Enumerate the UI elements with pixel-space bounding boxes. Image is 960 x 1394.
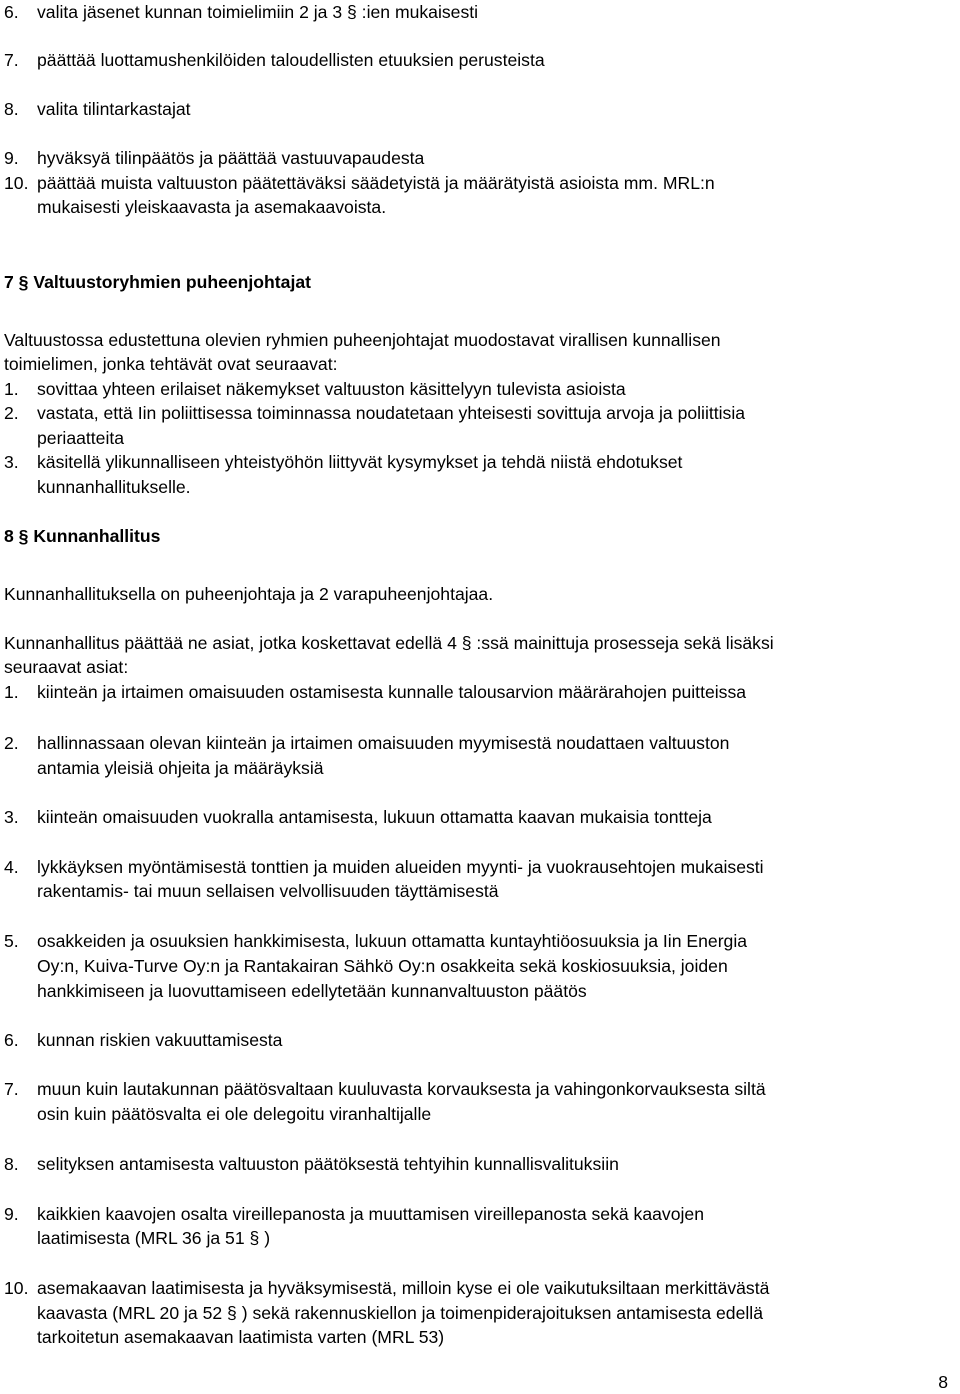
list-item-number: 7. — [4, 50, 19, 70]
list-item-text: selityksen antamisesta valtuuston päätöksestä tehtyihin kunnallisvalituksiin — [37, 1154, 619, 1174]
list-item-text: periaatteita — [37, 428, 125, 448]
list-item-text: hyväksyä tilinpäätös ja päättää vastuuvapaudesta — [37, 148, 425, 168]
list-item-number: 3. — [4, 452, 19, 472]
list-item-text: laatimisesta (MRL 36 ja 51 § ) — [37, 1228, 271, 1248]
list-item-text: hankkimiseen ja luovuttamiseen edellytetään kunnanvaltuuston päätös — [37, 981, 587, 1001]
list-item-text: mukaisesti yleiskaavasta ja asemakaavoista. — [37, 197, 387, 217]
paragraph-line: Valtuustossa edustettuna olevien ryhmien puheenjohtajat muodostavat virallisen kunnallisen — [4, 330, 721, 350]
list-item-text: antamia yleisiä ohjeita ja määräyksiä — [37, 758, 324, 778]
list-item-text: lykkäyksen myöntämisestä tonttien ja muiden alueiden myynti- ja vuokrausehtojen mukaisesti — [37, 857, 764, 877]
list-item-number: 6. — [4, 2, 19, 22]
list-item-text: rakentamis- tai muun sellaisen velvollisuuden täyttämisestä — [37, 881, 499, 901]
list-item-number: 1. — [4, 682, 19, 702]
list-item-number: 8. — [4, 1154, 19, 1174]
paragraph-line: Kunnanhallituksella on puheenjohtaja ja 2 varapuheenjohtajaa. — [4, 584, 494, 604]
list-item-number: 4. — [4, 857, 19, 877]
list-item-text: kiinteän ja irtaimen omaisuuden ostamisesta kunnalle talousarvion määrärahojen puitteissa — [37, 682, 747, 702]
list-item-text: valita tilintarkastajat — [37, 99, 191, 119]
paragraph-line: Kunnanhallitus päättää ne asiat, jotka koskettavat edellä 4 § :ssä mainittuja prosesseja sekä lisäksi — [4, 633, 774, 653]
list-item-text: kaavasta (MRL 20 ja 52 § ) sekä rakennuskiellon ja toimenpiderajoituksen antamisesta edellä — [37, 1303, 763, 1323]
list-item-number: 10. — [4, 173, 29, 193]
page-number: 8 — [938, 1372, 948, 1392]
list-item-text: tarkoitetun asemakaavan laatimista varten (MRL 53) — [37, 1327, 445, 1347]
list-item-number: 3. — [4, 807, 19, 827]
list-item-text: Oy:n, Kuiva-Turve Oy:n ja Rantakairan Sähkö Oy:n osakkeita sekä koskiosuuksia, joiden — [37, 956, 728, 976]
section-heading: 8 § Kunnanhallitus — [4, 526, 161, 546]
paragraph-line: toimielimen, jonka tehtävät ovat seuraavat: — [4, 354, 338, 374]
list-item-number: 1. — [4, 379, 19, 399]
list-item-number: 6. — [4, 1030, 19, 1050]
paragraph-line: seuraavat asiat: — [4, 657, 129, 677]
list-item-text: kaikkien kaavojen osalta vireillepanosta ja muuttamisen vireillepanosta sekä kaavojen — [37, 1204, 704, 1224]
list-item-number: 2. — [4, 403, 19, 423]
list-item-text: käsitellä ylikunnalliseen yhteistyöhön liittyvät kysymykset ja tehdä niistä ehdotukset — [37, 452, 683, 472]
list-item-text: päättää muista valtuuston päätettäväksi säädetyistä ja määrätyistä asioista mm. MRL:n — [37, 173, 715, 193]
list-item-number: 9. — [4, 148, 19, 168]
list-item-text: kunnanhallitukselle. — [37, 477, 191, 497]
section-heading: 7 § Valtuustoryhmien puheenjohtajat — [4, 272, 311, 292]
list-item-text: valita jäsenet kunnan toimielimiin 2 ja 3 § :ien mukaisesti — [37, 2, 479, 22]
list-item-number: 2. — [4, 733, 19, 753]
list-item-text: asemakaavan laatimisesta ja hyväksymisestä, milloin kyse ei ole vaikutuksiltaan merkittävästä — [37, 1278, 770, 1298]
list-item-text: hallinnassaan olevan kiinteän ja irtaimen omaisuuden myymisestä noudattaen valtuuston — [37, 733, 730, 753]
list-item-text: muun kuin lautakunnan päätösvaltaan kuuluvasta korvauksesta ja vahingonkorvauksesta siltä — [37, 1079, 766, 1099]
list-item-text: osakkeiden ja osuuksien hankkimisesta, lukuun ottamatta kuntayhtiöosuuksia ja Iin Energia — [37, 931, 748, 951]
list-item-text: päättää luottamushenkilöiden taloudellisten etuuksien perusteista — [37, 50, 545, 70]
list-item-number: 5. — [4, 931, 19, 951]
list-item-number: 10. — [4, 1278, 29, 1298]
list-item-text: sovittaa yhteen erilaiset näkemykset valtuuston käsittelyyn tulevista asioista — [37, 379, 626, 399]
list-item-number: 8. — [4, 99, 19, 119]
list-item-number: 7. — [4, 1079, 19, 1099]
list-item-text: kunnan riskien vakuuttamisesta — [37, 1030, 283, 1050]
list-item-text: kiinteän omaisuuden vuokralla antamisesta, lukuun ottamatta kaavan mukaisia tontteja — [37, 807, 712, 827]
list-item-number: 9. — [4, 1204, 19, 1224]
list-item-text: vastata, että Iin poliittisessa toiminnassa noudatetaan yhteisesti sovittuja arvoja ja poliittisia — [37, 403, 746, 423]
list-item-text: osin kuin päätösvalta ei ole delegoitu viranhaltijalle — [37, 1104, 432, 1124]
